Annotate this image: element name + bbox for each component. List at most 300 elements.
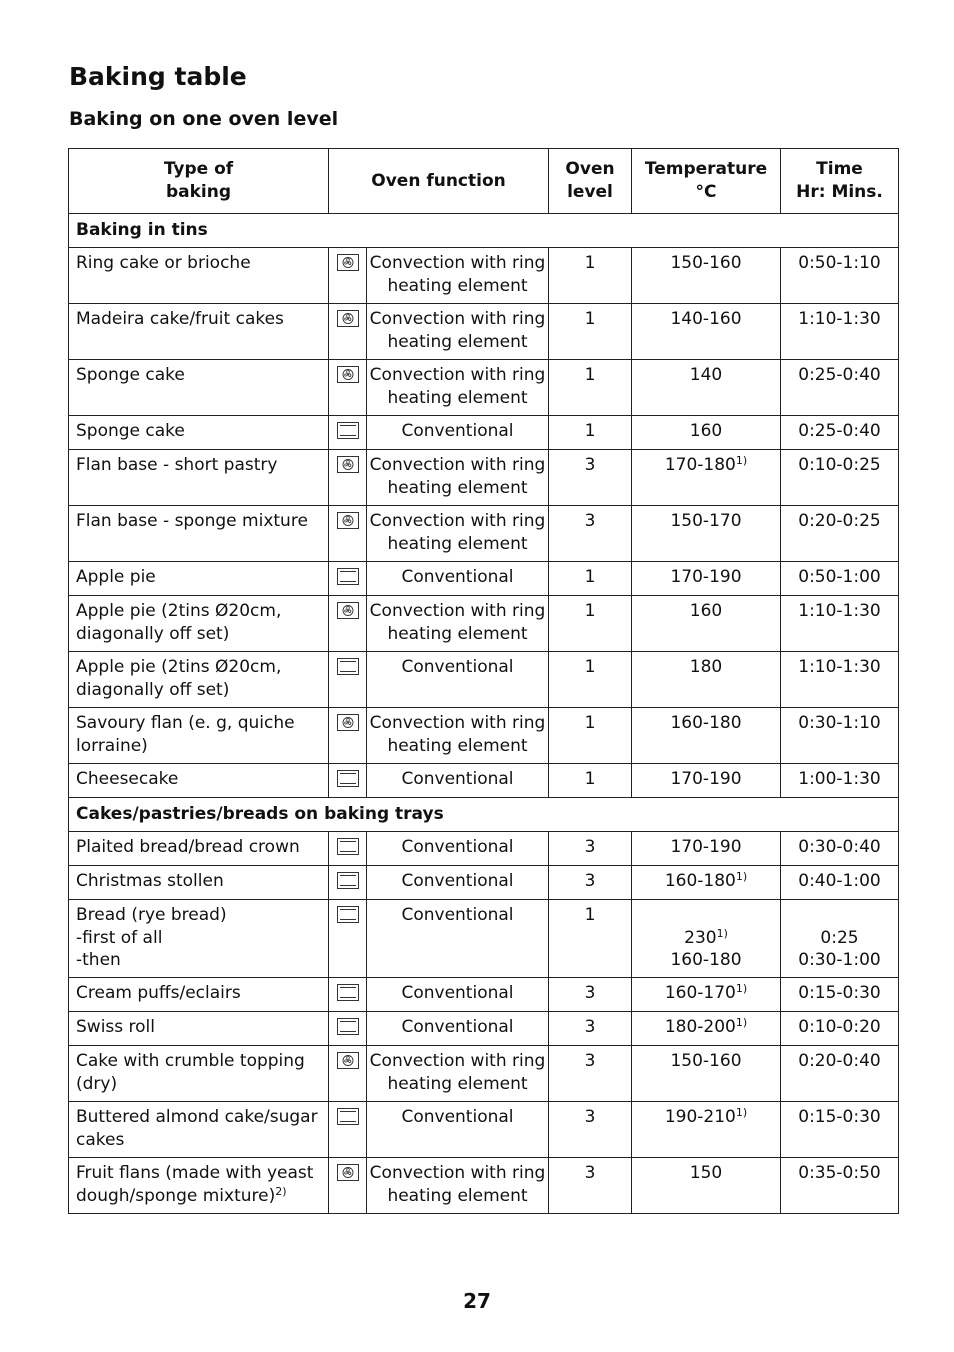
- cell-text: heating element: [387, 331, 528, 352]
- conventional-icon: [337, 658, 359, 675]
- cell-text: Cream puffs/eclairs: [76, 983, 241, 1003]
- cell-time: [781, 866, 899, 900]
- cell-oven-function-icon: [329, 708, 367, 764]
- cell-oven-function: [367, 832, 549, 866]
- cell-line: [367, 1016, 548, 1039]
- cell-oven-function-icon: [329, 1102, 367, 1158]
- fan-ring-icon: [337, 714, 359, 731]
- cell-time: [781, 764, 899, 798]
- cell-oven-function-icon: [329, 1012, 367, 1046]
- cell-text: 0:50-1:00: [798, 567, 881, 587]
- cell-line: [76, 1129, 322, 1152]
- cell-temperature: [632, 562, 781, 596]
- cell-oven-function: [367, 450, 549, 506]
- cell-line: [549, 1016, 631, 1039]
- cell-line: [781, 1162, 898, 1185]
- cell-line: [367, 1162, 548, 1185]
- cell-text: 1: [584, 421, 596, 441]
- cell-oven-function-icon: [329, 450, 367, 506]
- cell-text: Flan base - sponge mixture: [76, 511, 308, 531]
- cell-time: [781, 708, 899, 764]
- cell-oven-function: [367, 900, 549, 978]
- conventional-icon: [337, 1108, 359, 1125]
- cell-text: 1: [584, 365, 596, 385]
- cell-text: Sponge cake: [76, 421, 185, 441]
- cell-line: [781, 1106, 898, 1129]
- table-row: [69, 708, 899, 764]
- cell-oven-level: [549, 506, 632, 562]
- cell-text: 1: [584, 253, 596, 273]
- cell-time: [781, 506, 899, 562]
- cell-oven-function: [367, 866, 549, 900]
- cell-temperature: [632, 652, 781, 708]
- cell-line: [549, 982, 631, 1005]
- cell-line: [781, 364, 898, 387]
- cell-line: [549, 454, 631, 477]
- page-number: 27: [463, 1289, 491, 1313]
- section-header-row: [69, 798, 899, 832]
- cell-line: [367, 982, 548, 1005]
- cell-line: [781, 836, 898, 859]
- cell-line: [781, 454, 898, 477]
- cell-oven-function-icon: [329, 596, 367, 652]
- cell-line: [367, 566, 548, 589]
- cell-text: 0:20-0:25: [798, 511, 881, 531]
- cell-text: 140: [689, 365, 723, 385]
- cell-line: [76, 949, 322, 972]
- cell-text: 170-180: [664, 455, 736, 475]
- footnote-marker: 1): [735, 454, 748, 467]
- cell-text: 0:20-0:40: [798, 1051, 881, 1071]
- cell-line: [632, 1106, 780, 1129]
- cell-text: 0:25-0:40: [798, 421, 881, 441]
- cell-line: [367, 712, 548, 735]
- cell-oven-function-icon: [329, 304, 367, 360]
- cell-line: [781, 600, 898, 623]
- cell-line: [781, 656, 898, 679]
- cell-line: [367, 420, 548, 443]
- cell-text: 0:10-0:20: [798, 1017, 881, 1037]
- cell-text: Conventional: [401, 567, 514, 587]
- cell-text: heating element: [387, 1185, 528, 1206]
- cell-type-of-baking: [69, 652, 329, 708]
- cell-line: [781, 308, 898, 331]
- cell-line: [781, 1016, 898, 1039]
- table-row: [69, 562, 899, 596]
- cell-line: [632, 600, 780, 623]
- cell-time: [781, 304, 899, 360]
- cell-line: [632, 982, 780, 1005]
- cell-type-of-baking: [69, 708, 329, 764]
- conventional-icon: [337, 770, 359, 787]
- cell-oven-function-icon: [329, 248, 367, 304]
- cell-oven-level: [549, 304, 632, 360]
- cell-line: [549, 510, 631, 533]
- cell-line: [632, 904, 780, 927]
- cell-oven-level: [549, 1012, 632, 1046]
- cell-line: [632, 768, 780, 791]
- cell-time: [781, 416, 899, 450]
- cell-line: [781, 566, 898, 589]
- cell-line: [632, 566, 780, 589]
- cell-line: [549, 364, 631, 387]
- cell-text: 3: [584, 871, 596, 891]
- conventional-icon: [337, 568, 359, 585]
- fan-ring-icon: [337, 1052, 359, 1069]
- cell-temperature: [632, 866, 781, 900]
- cell-text: 1: [584, 905, 596, 925]
- cell-line: [549, 566, 631, 589]
- cell-type-of-baking: [69, 866, 329, 900]
- cell-text: Christmas stollen: [76, 871, 224, 891]
- cell-oven-function-icon: [329, 978, 367, 1012]
- cell-text: 0:40-1:00: [798, 871, 881, 891]
- cell-line: [367, 870, 548, 893]
- fan-ring-icon: [337, 602, 359, 619]
- cell-type-of-baking: [69, 1046, 329, 1102]
- fan-ring-icon: [337, 366, 359, 383]
- cell-line: [367, 1050, 548, 1073]
- cell-type-of-baking: [69, 1012, 329, 1046]
- cell-temperature: [632, 1046, 781, 1102]
- cell-line: [781, 927, 898, 950]
- cell-text: 1: [584, 769, 596, 789]
- cell-text: 230: [684, 927, 717, 948]
- cell-line: [367, 1073, 548, 1096]
- cell-oven-function-icon: [329, 832, 367, 866]
- conventional-icon: [337, 1018, 359, 1035]
- cell-text: 1:00-1:30: [798, 769, 881, 789]
- cell-oven-function: [367, 764, 549, 798]
- cell-oven-level: [549, 562, 632, 596]
- cell-text: Conventional: [401, 871, 514, 891]
- cell-text: heating element: [387, 735, 528, 756]
- cell-text: Sponge cake: [76, 365, 185, 385]
- table-row: [69, 764, 899, 798]
- cell-line: [367, 331, 548, 354]
- cell-type-of-baking: [69, 900, 329, 978]
- cell-line: [781, 904, 898, 927]
- cell-type-of-baking: [69, 506, 329, 562]
- cell-line: [781, 982, 898, 1005]
- cell-line: [367, 623, 548, 646]
- cell-time: [781, 652, 899, 708]
- cell-text: 160: [689, 421, 723, 441]
- cell-text: Conventional: [401, 905, 514, 925]
- cell-text: heating element: [387, 477, 528, 498]
- cell-line: [76, 1106, 322, 1129]
- cell-text: -first of all: [76, 927, 163, 948]
- footnote-marker: 1): [735, 1106, 748, 1119]
- cell-text: 1:10-1:30: [798, 601, 881, 621]
- cell-text: 0:25-0:40: [798, 365, 881, 385]
- cell-line: [76, 656, 322, 679]
- table-row: [69, 900, 899, 978]
- cell-line: [781, 712, 898, 735]
- cell-text: 0:50-1:10: [798, 253, 881, 273]
- cell-temperature: [632, 416, 781, 450]
- cell-text: Apple pie (2tins Ø20cm,: [76, 601, 282, 621]
- table-row: [69, 1102, 899, 1158]
- cell-line: [76, 735, 322, 758]
- cell-text: Apple pie (2tins Ø20cm,: [76, 657, 282, 677]
- cell-line: [76, 454, 322, 477]
- cell-text: 180: [689, 657, 723, 677]
- cell-text: heating element: [387, 275, 528, 296]
- section-title: Baking in tins: [69, 214, 899, 248]
- cell-oven-function-icon: [329, 900, 367, 978]
- cell-oven-function: [367, 1012, 549, 1046]
- cell-text: Convection with ring: [369, 365, 546, 385]
- footnote-marker: 1): [716, 926, 728, 940]
- cell-text: Buttered almond cake/sugar: [76, 1107, 318, 1127]
- cell-line: [632, 510, 780, 533]
- section-title: Cakes/pastries/breads on baking trays: [69, 798, 899, 832]
- cell-text: Convection with ring: [369, 455, 546, 475]
- cell-line: [549, 308, 631, 331]
- cell-oven-function-icon: [329, 416, 367, 450]
- cell-oven-level: [549, 832, 632, 866]
- cell-line: [76, 566, 322, 589]
- cell-line: [632, 364, 780, 387]
- cell-oven-level: [549, 900, 632, 978]
- cell-oven-level: [549, 1102, 632, 1158]
- cell-type-of-baking: [69, 562, 329, 596]
- cell-line: [367, 1185, 548, 1208]
- cell-time: [781, 1158, 899, 1214]
- cell-line: [76, 904, 322, 927]
- cell-line: [76, 982, 322, 1005]
- cell-line: [632, 712, 780, 735]
- cell-text: 3: [584, 511, 596, 531]
- cell-line: [632, 252, 780, 275]
- cell-oven-function: [367, 1158, 549, 1214]
- cell-line: [549, 768, 631, 791]
- cell-line: [76, 1185, 322, 1208]
- cell-oven-function-icon: [329, 506, 367, 562]
- table-row: [69, 506, 899, 562]
- cell-line: [549, 870, 631, 893]
- fan-ring-icon: [337, 310, 359, 327]
- footnote-marker: 1): [735, 982, 748, 995]
- cell-oven-function: [367, 506, 549, 562]
- cell-text: 3: [584, 1017, 596, 1037]
- cell-text: heating element: [387, 387, 528, 408]
- cell-text: 0:15-0:30: [798, 1107, 881, 1127]
- cell-line: [781, 420, 898, 443]
- cell-oven-level: [549, 248, 632, 304]
- cell-text: 0:30-1:00: [798, 950, 881, 970]
- cell-line: [632, 870, 780, 893]
- cell-time: [781, 978, 899, 1012]
- table-row: [69, 652, 899, 708]
- cell-time: [781, 450, 899, 506]
- table-row: [69, 360, 899, 416]
- cell-text: Savoury flan (e. g, quiche: [76, 713, 295, 733]
- cell-line: [367, 768, 548, 791]
- cell-text: diagonally off set): [76, 623, 230, 644]
- cell-line: [781, 768, 898, 791]
- cell-temperature: [632, 832, 781, 866]
- cell-oven-level: [549, 764, 632, 798]
- table-header-row: [69, 149, 899, 214]
- cell-oven-function-icon: [329, 360, 367, 416]
- cell-line: [781, 510, 898, 533]
- cell-text: 0:35-0:50: [798, 1163, 881, 1183]
- cell-text: 150-170: [670, 511, 742, 531]
- cell-text: 160-180: [670, 950, 742, 970]
- cell-text: 180-200: [664, 1017, 736, 1037]
- conventional-icon: [337, 838, 359, 855]
- cell-line: [76, 927, 322, 950]
- cell-temperature: [632, 450, 781, 506]
- cell-line: [549, 420, 631, 443]
- cell-text: 150-160: [670, 1051, 742, 1071]
- cell-line: [367, 454, 548, 477]
- cell-line: [367, 510, 548, 533]
- table-row: [69, 978, 899, 1012]
- cell-text: 1: [584, 657, 596, 677]
- cell-text: lorraine): [76, 735, 148, 756]
- cell-temperature: [632, 764, 781, 798]
- fan-ring-icon: [337, 456, 359, 473]
- cell-oven-function-icon: [329, 1158, 367, 1214]
- cell-text: 1: [584, 309, 596, 329]
- cell-line: [632, 656, 780, 679]
- cell-line: [367, 308, 548, 331]
- cell-text: 1:10-1:30: [798, 657, 881, 677]
- cell-text: 170-190: [670, 769, 742, 789]
- cell-text: 3: [584, 983, 596, 1003]
- cell-line: [781, 949, 898, 972]
- cell-temperature: [632, 596, 781, 652]
- conventional-icon: [337, 422, 359, 439]
- footnote-marker: 1): [735, 870, 748, 883]
- cell-text: Convection with ring: [369, 1163, 546, 1183]
- cell-line: [632, 836, 780, 859]
- cell-text: cakes: [76, 1129, 125, 1150]
- cell-oven-level: [549, 596, 632, 652]
- cell-text: 3: [584, 455, 596, 475]
- fan-ring-icon: [337, 512, 359, 529]
- cell-line: [76, 836, 322, 859]
- cell-line: [76, 420, 322, 443]
- cell-line: [549, 656, 631, 679]
- cell-oven-function: [367, 304, 549, 360]
- cell-text: Convection with ring: [369, 511, 546, 531]
- header-temperature: Temperature °C: [632, 149, 781, 214]
- cell-line: [367, 477, 548, 500]
- cell-text: Conventional: [401, 657, 514, 677]
- cell-line: [76, 252, 322, 275]
- cell-oven-function-icon: [329, 1046, 367, 1102]
- cell-line: [367, 836, 548, 859]
- cell-oven-level: [549, 978, 632, 1012]
- cell-text: 170-190: [670, 837, 742, 857]
- fan-ring-icon: [337, 1164, 359, 1181]
- cell-oven-function: [367, 652, 549, 708]
- cell-oven-level: [549, 652, 632, 708]
- cell-time: [781, 360, 899, 416]
- cell-text: 0:30-0:40: [798, 837, 881, 857]
- cell-text: 160-180: [664, 871, 736, 891]
- cell-line: [76, 1073, 322, 1096]
- cell-line: [367, 656, 548, 679]
- table-row: [69, 304, 899, 360]
- cell-text: Cheesecake: [76, 769, 179, 789]
- cell-text: -then: [76, 950, 121, 970]
- cell-text: Bread (rye bread): [76, 905, 227, 925]
- table-row: [69, 596, 899, 652]
- cell-type-of-baking: [69, 978, 329, 1012]
- cell-time: [781, 1012, 899, 1046]
- cell-text: 0:25: [820, 927, 859, 948]
- baking-table: [68, 148, 899, 1214]
- cell-line: [76, 510, 322, 533]
- cell-temperature: [632, 1158, 781, 1214]
- cell-temperature: [632, 900, 781, 978]
- table-row: [69, 450, 899, 506]
- cell-type-of-baking: [69, 764, 329, 798]
- cell-type-of-baking: [69, 832, 329, 866]
- cell-line: [632, 927, 780, 950]
- cell-text: Convection with ring: [369, 601, 546, 621]
- cell-oven-level: [549, 450, 632, 506]
- table-row: [69, 1158, 899, 1214]
- header-type-of-baking: Type of baking: [69, 149, 329, 214]
- cell-line: [76, 1050, 322, 1073]
- cell-text: Convection with ring: [369, 1051, 546, 1071]
- cell-type-of-baking: [69, 304, 329, 360]
- cell-text: 150-160: [670, 253, 742, 273]
- cell-line: [549, 252, 631, 275]
- cell-line: [367, 364, 548, 387]
- cell-oven-level: [549, 1158, 632, 1214]
- cell-text: 0:15-0:30: [798, 983, 881, 1003]
- cell-line: [632, 420, 780, 443]
- cell-text: Conventional: [401, 1017, 514, 1037]
- cell-text: Ring cake or brioche: [76, 253, 251, 273]
- page-title: Baking table: [69, 62, 247, 91]
- footnote-marker: 1): [735, 1016, 748, 1029]
- cell-time: [781, 1046, 899, 1102]
- cell-text: Swiss roll: [76, 1017, 155, 1037]
- cell-oven-level: [549, 1046, 632, 1102]
- cell-text: Cake with crumble topping: [76, 1051, 305, 1071]
- cell-time: [781, 900, 899, 978]
- cell-text: Convection with ring: [369, 713, 546, 733]
- cell-line: [367, 387, 548, 410]
- cell-text: heating element: [387, 533, 528, 554]
- cell-text: (dry): [76, 1073, 118, 1094]
- cell-oven-function-icon: [329, 764, 367, 798]
- cell-line: [367, 1106, 548, 1129]
- header-oven-level: Oven level: [549, 149, 632, 214]
- cell-text: 160: [689, 601, 723, 621]
- cell-line: [367, 533, 548, 556]
- cell-line: [632, 1016, 780, 1039]
- cell-oven-function: [367, 360, 549, 416]
- table-row: [69, 1046, 899, 1102]
- cell-oven-function: [367, 416, 549, 450]
- cell-text: Flan base - short pastry: [76, 455, 278, 475]
- cell-type-of-baking: [69, 416, 329, 450]
- table-row: [69, 866, 899, 900]
- cell-text: 160-170: [664, 983, 736, 1003]
- cell-line: [632, 949, 780, 972]
- cell-temperature: [632, 1012, 781, 1046]
- cell-time: [781, 562, 899, 596]
